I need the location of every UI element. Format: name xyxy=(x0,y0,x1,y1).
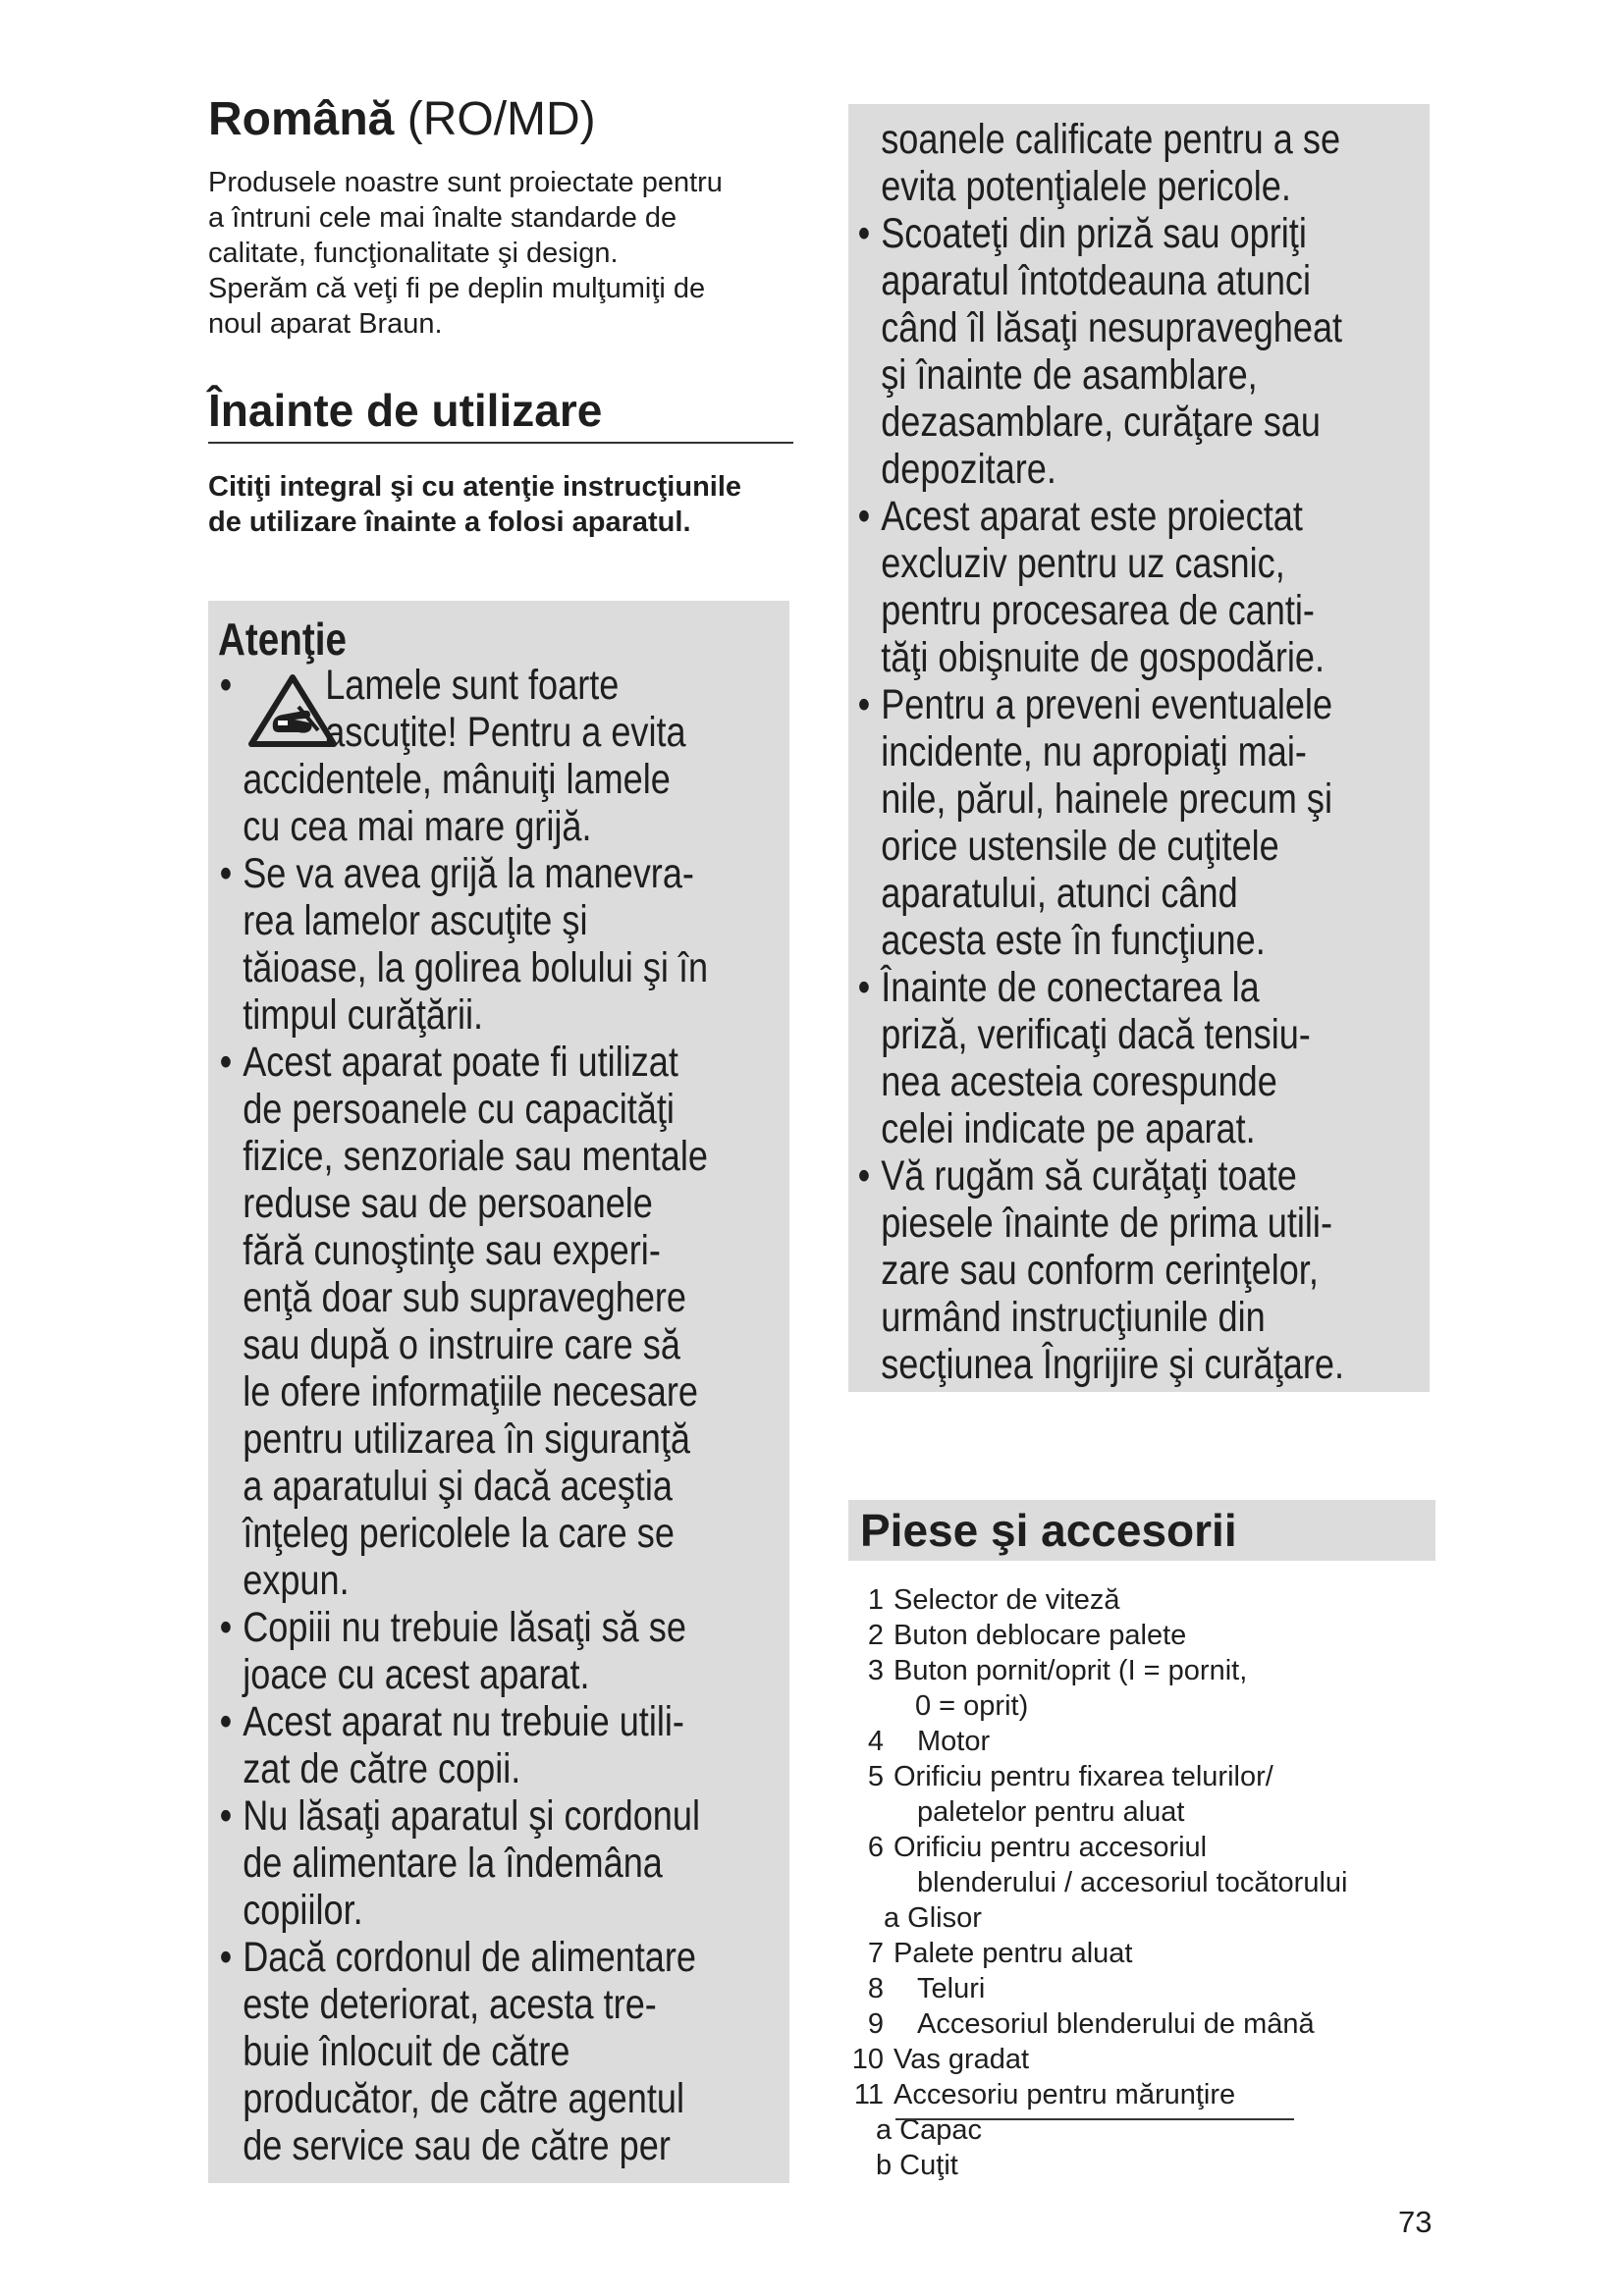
part-label: Orificiu pentru fixarea telurilor/ xyxy=(893,1761,1273,1792)
warning-bullet-item xyxy=(856,681,1426,964)
language-code: (RO/MD) xyxy=(394,93,596,145)
part-number: 5 xyxy=(867,1761,884,1792)
warning-text-line: priză, verificaţi dacă tensiu- xyxy=(881,1011,1311,1058)
parts-heading: Piese şi accesorii xyxy=(860,1505,1237,1556)
parts-list-item xyxy=(846,1794,1435,1830)
warning-text-line: expun. xyxy=(243,1557,350,1604)
warning-text-line: aparatului, atunci când xyxy=(881,870,1238,917)
warning-bullet-item xyxy=(218,1698,787,1792)
language-name: Română xyxy=(208,93,395,145)
part-label: Accesoriul blenderului de mână xyxy=(917,2008,1315,2040)
part-number: 1 xyxy=(867,1584,884,1616)
bullet-icon: • xyxy=(857,964,871,1011)
parts-list-item xyxy=(846,1688,1435,1724)
part-label: a Capac xyxy=(876,2114,983,2146)
part-number: 11 xyxy=(853,2079,884,2110)
warning-text-line: fizice, senzoriale sau mentale xyxy=(243,1133,709,1180)
warning-list-left xyxy=(218,662,787,2169)
warning-text-line: tăioase, la golirea bolului şi în xyxy=(243,944,709,991)
intro-paragraph xyxy=(208,165,797,342)
part-label: Buton deblocare palete xyxy=(893,1620,1187,1651)
before-use-heading: Înainte de utilizare xyxy=(208,385,603,436)
warning-text-line: piesele înainte de prima utili- xyxy=(881,1200,1332,1247)
part-number: 6 xyxy=(867,1832,884,1863)
warning-bullet-item xyxy=(218,1792,787,1934)
warning-text-line: este deteriorat, acesta tre- xyxy=(243,1981,657,2028)
warning-text-line: aparatul întotdeauna atunci xyxy=(881,257,1311,304)
warning-text-line: timpul curăţării. xyxy=(243,991,484,1039)
warning-text-line: Scoateţi din priză sau opriţi xyxy=(881,210,1307,257)
part-label: Selector de viteză xyxy=(893,1584,1120,1616)
bullet-icon: • xyxy=(219,662,233,709)
part-label: Palete pentru aluat xyxy=(893,1938,1133,1969)
warning-text-line: rea lamelor ascuţite şi xyxy=(243,897,588,944)
bullet-icon: • xyxy=(219,1604,233,1651)
warning-text-line: ascuţite! Pentru a evita xyxy=(325,709,686,756)
part-label: blenderului / accesoriul tocătorului xyxy=(917,1867,1348,1898)
warning-text-line: de service sau de către per xyxy=(243,2122,671,2169)
bullet-icon: • xyxy=(857,493,871,540)
part-number: 8 xyxy=(867,1973,884,2004)
part-label: Accesoriu pentru mărunţire xyxy=(893,2079,1236,2110)
bullet-icon: • xyxy=(219,850,233,897)
warning-text-line: înţeleg pericolele la care se xyxy=(243,1510,675,1557)
warning-text-line: cu cea mai mare grijă. xyxy=(243,803,592,850)
warning-text-line: acesta este în funcţiune. xyxy=(881,917,1266,964)
parts-list-item xyxy=(846,1865,1435,1900)
warning-text-line: Acest aparat nu trebuie utili- xyxy=(243,1698,684,1745)
parts-list-item xyxy=(846,1724,1435,1759)
part-label: Teluri xyxy=(917,1973,986,2004)
part-label: b Cuţit xyxy=(876,2150,958,2181)
warning-text-line: copiilor. xyxy=(243,1887,363,1934)
warning-bullet-item xyxy=(856,210,1426,493)
part-number: 2 xyxy=(867,1620,884,1651)
intro-line: Sperăm că veţi fi pe deplin mulţumiţi de xyxy=(208,273,706,304)
bullet-icon: • xyxy=(857,1152,871,1200)
item-11-underline xyxy=(895,2118,1294,2120)
warning-text-line: zat de către copii. xyxy=(243,1745,521,1792)
warning-text-line: Vă rugăm să curăţaţi toate xyxy=(881,1152,1297,1200)
warning-text-line: accidentele, mânuiţi lamele xyxy=(243,756,671,803)
part-number: 4 xyxy=(867,1726,884,1757)
parts-list-item xyxy=(846,1900,1435,1936)
warning-continuation xyxy=(856,116,1426,210)
warning-text-line: secţiunea Îngrijire şi curăţare. xyxy=(881,1341,1344,1388)
warning-text-line: dezasamblare, curăţare sau xyxy=(881,399,1321,446)
warning-text-line: incidente, nu apropiaţi mai- xyxy=(881,728,1307,775)
part-number: 7 xyxy=(867,1938,884,1969)
warning-text-line: joace cu acest aparat. xyxy=(243,1651,590,1698)
parts-list-item xyxy=(846,2148,1435,2183)
part-label: 0 = oprit) xyxy=(915,1690,1029,1722)
warning-title: Atenţie xyxy=(218,614,347,665)
warning-text-line: soanele calificate pentru a se xyxy=(881,116,1341,163)
warning-text-line: pentru utilizarea în siguranţă xyxy=(243,1415,690,1463)
part-label: a Glisor xyxy=(884,1902,982,1934)
part-label: Orificiu pentru accesoriul xyxy=(893,1832,1208,1863)
warning-text-line: când îl lăsaţi nesupravegheat xyxy=(881,304,1343,351)
warning-text-line: nea acesteia corespunde xyxy=(881,1058,1277,1105)
bullet-icon: • xyxy=(219,1698,233,1745)
warning-bullet-item xyxy=(218,1039,787,1604)
parts-list-item xyxy=(846,1759,1435,1794)
warning-text-line: Dacă cordonul de alimentare xyxy=(243,1934,697,1981)
parts-list-item xyxy=(846,2006,1435,2042)
bullet-icon: • xyxy=(219,1934,233,1981)
warning-text-line: Lamele sunt foarte xyxy=(325,662,620,709)
warning-text-line: nile, părul, hainele precum şi xyxy=(881,775,1332,823)
warning-text-line: producător, de către agentul xyxy=(243,2075,685,2122)
intro-line: a întruni cele mai înalte standarde de xyxy=(208,202,677,234)
warning-text-line: şi înainte de asamblare, xyxy=(881,351,1258,399)
warning-text-line: Pentru a preveni eventualele xyxy=(881,681,1333,728)
bullet-icon: • xyxy=(219,1792,233,1840)
parts-list-item xyxy=(846,1936,1435,1971)
bullet-icon: • xyxy=(857,681,871,728)
warning-text-line: celei indicate pe aparat. xyxy=(881,1105,1256,1152)
part-label: Vas gradat xyxy=(893,2044,1030,2075)
warning-text-line: evita potenţialele pericole. xyxy=(881,163,1291,210)
part-label: paletelor pentru aluat xyxy=(917,1796,1185,1828)
warning-text-line: le ofere informaţiile necesare xyxy=(243,1368,698,1415)
warning-text-line: tăţi obişnuite de gospodărie. xyxy=(881,634,1326,681)
warning-text-line: sau după o instruire care să xyxy=(243,1321,680,1368)
warning-text-line: excluziv pentru uz casnic, xyxy=(881,540,1285,587)
heading-divider xyxy=(208,442,793,444)
warning-text-line: de alimentare la îndemâna xyxy=(243,1840,663,1887)
parts-list xyxy=(846,1582,1435,2183)
part-number: 9 xyxy=(867,2008,884,2040)
warning-text-line: pentru procesarea de canti- xyxy=(881,587,1315,634)
parts-list-item xyxy=(846,2042,1435,2077)
warning-text-line: Se va avea grijă la manevra- xyxy=(243,850,694,897)
bullet-icon: • xyxy=(857,210,871,257)
note-line: Citiţi integral şi cu atenţie instrucţiunile xyxy=(208,471,742,503)
warning-text-line: buie înlocuit de către xyxy=(243,2028,570,2075)
parts-list-item xyxy=(846,2077,1435,2112)
warning-bullet-item xyxy=(856,964,1426,1152)
parts-list-item xyxy=(846,1971,1435,2006)
warning-text-line: reduse sau de persoanele xyxy=(243,1180,653,1227)
parts-list-item xyxy=(846,1582,1435,1618)
warning-text-line: fără cunoştinţe sau experi- xyxy=(243,1227,661,1274)
warning-bullet-item xyxy=(218,662,787,850)
warning-text-line: urmând instrucţiunile din xyxy=(881,1294,1266,1341)
intro-line: Produsele noastre sunt proiectate pentru xyxy=(208,167,723,198)
warning-text-line: Acest aparat poate fi utilizat xyxy=(243,1039,678,1086)
page-number: 73 xyxy=(1398,2205,1433,2239)
warning-bullet-item xyxy=(218,1604,787,1698)
parts-list-item xyxy=(846,1653,1435,1688)
warning-text-line: a aparatului şi dacă aceştia xyxy=(243,1463,673,1510)
warning-bullet-item xyxy=(218,1934,787,2169)
warning-text-line: Copiii nu trebuie lăsaţi să se xyxy=(243,1604,686,1651)
warning-text-line: Înainte de conectarea la xyxy=(881,964,1260,1011)
warning-text-line: de persoanele cu capacităţi xyxy=(243,1086,675,1133)
note-line: de utilizare înainte a folosi aparatul. xyxy=(208,507,691,538)
warning-text-line: enţă doar sub supraveghere xyxy=(243,1274,687,1321)
warning-text-line: depozitare. xyxy=(881,446,1056,493)
warning-list-right xyxy=(856,116,1426,1388)
warning-bullet-item xyxy=(856,493,1426,681)
part-label: Buton pornit/oprit (I = pornit, xyxy=(893,1655,1248,1686)
warning-text-line: Acest aparat este proiectat xyxy=(881,493,1303,540)
warning-text-line: Nu lăsaţi aparatul şi cordonul xyxy=(243,1792,701,1840)
warning-text-line: zare sau conform cerinţelor, xyxy=(881,1247,1319,1294)
part-number: 3 xyxy=(867,1655,884,1686)
warning-text-line: orice ustensile de cuţitele xyxy=(881,823,1279,870)
warning-bullet-item xyxy=(856,1152,1426,1388)
parts-list-item xyxy=(846,1830,1435,1865)
language-heading xyxy=(208,90,596,149)
parts-list-item xyxy=(846,1618,1435,1653)
bullet-icon: • xyxy=(219,1039,233,1086)
read-instructions-note xyxy=(208,469,797,540)
part-label: Motor xyxy=(917,1726,991,1757)
intro-line: noul aparat Braun. xyxy=(208,308,443,340)
warning-bullet-item xyxy=(218,850,787,1039)
part-number: 10 xyxy=(851,2044,884,2075)
intro-line: calitate, funcţionalitate şi design. xyxy=(208,238,619,269)
